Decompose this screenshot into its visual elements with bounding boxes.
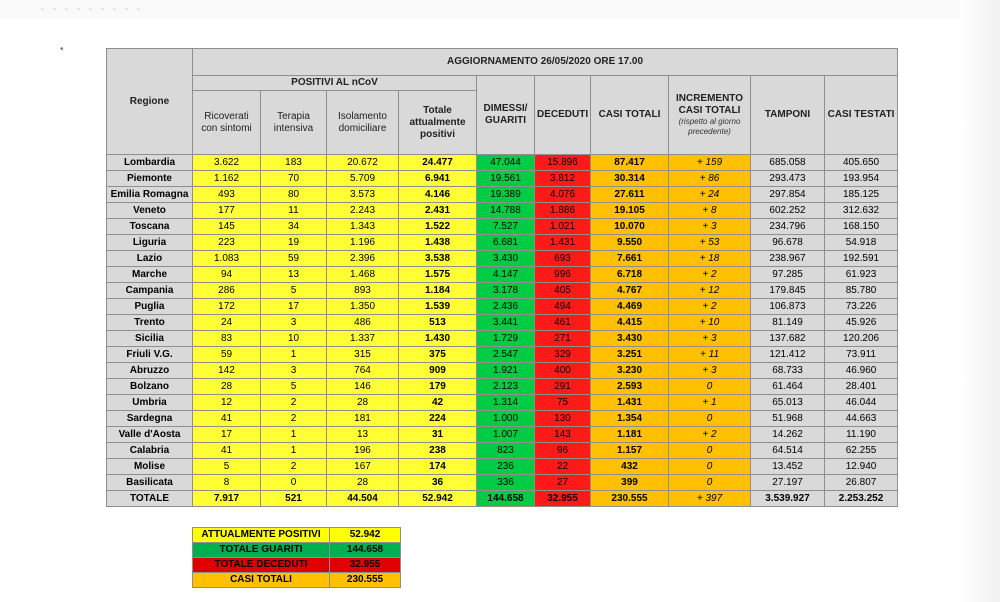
terapia-cell: 2 xyxy=(261,459,327,475)
region-name: Campania xyxy=(107,283,193,299)
region-name: Abruzzo xyxy=(107,363,193,379)
dimessi-cell: 1.000 xyxy=(477,411,535,427)
ricoverati-cell: 59 xyxy=(193,347,261,363)
table-row xyxy=(107,171,898,187)
incremento-cell: + 18 xyxy=(669,251,751,267)
region-name: Emilia Romagna xyxy=(107,187,193,203)
summary-row xyxy=(193,558,401,573)
casi-testati-cell: 168.150 xyxy=(825,219,898,235)
deceduti-cell: 27 xyxy=(535,475,591,491)
tamponi-cell: 602.252 xyxy=(751,203,825,219)
totale-positivi-header: Totale attualmente positivi xyxy=(399,91,477,155)
isolamento-cell: 1.350 xyxy=(327,299,399,315)
casi-testati-cell: 73.226 xyxy=(825,299,898,315)
incremento-cell: 0 xyxy=(669,443,751,459)
casi-totali-cell: 2.593 xyxy=(591,379,669,395)
dimessi-cell: 1.007 xyxy=(477,427,535,443)
terapia-cell: 2 xyxy=(261,411,327,427)
ricoverati-cell: 3.622 xyxy=(193,155,261,171)
deceduti-cell: 130 xyxy=(535,411,591,427)
region-name: Toscana xyxy=(107,219,193,235)
table-row xyxy=(107,411,898,427)
casi-totali-header: CASI TOTALI xyxy=(591,76,669,155)
ricoverati-cell: 41 xyxy=(193,411,261,427)
region-name: Sardegna xyxy=(107,411,193,427)
positivi-group-header: POSITIVI AL nCoV xyxy=(193,76,477,91)
incremento-cell: + 2 xyxy=(669,267,751,283)
summary-row xyxy=(193,573,401,588)
casi-testati-cell: 185.125 xyxy=(825,187,898,203)
region-name: Umbria xyxy=(107,395,193,411)
casi-testati-cell: 12.940 xyxy=(825,459,898,475)
summary-label: TOTALE DECEDUTI xyxy=(193,558,330,573)
totale-positivi-cell: 909 xyxy=(399,363,477,379)
casi-testati-cell: 54.918 xyxy=(825,235,898,251)
casi-testati-cell: 73.911 xyxy=(825,347,898,363)
ricoverati-cell: 17 xyxy=(193,427,261,443)
casi-totali-cell: 30.314 xyxy=(591,171,669,187)
table-body xyxy=(107,155,898,507)
isolamento-cell: 1.337 xyxy=(327,331,399,347)
dimessi-cell: 3.430 xyxy=(477,251,535,267)
tamponi-cell: 121.412 xyxy=(751,347,825,363)
casi-totali-cell: 230.555 xyxy=(591,491,669,507)
incremento-cell: 0 xyxy=(669,475,751,491)
deceduti-cell: 75 xyxy=(535,395,591,411)
totale-positivi-cell: 4.146 xyxy=(399,187,477,203)
table-row xyxy=(107,155,898,171)
casi-totali-cell: 1.354 xyxy=(591,411,669,427)
ricoverati-cell: 41 xyxy=(193,443,261,459)
dimessi-cell: 19.389 xyxy=(477,187,535,203)
ricoverati-cell: 7.917 xyxy=(193,491,261,507)
ricoverati-cell: 28 xyxy=(193,379,261,395)
dimessi-cell: 2.436 xyxy=(477,299,535,315)
ricoverati-cell: 8 xyxy=(193,475,261,491)
ricoverati-cell: 172 xyxy=(193,299,261,315)
tamponi-cell: 14.262 xyxy=(751,427,825,443)
casi-totali-cell: 1.431 xyxy=(591,395,669,411)
incremento-cell: + 8 xyxy=(669,203,751,219)
tamponi-cell: 13.452 xyxy=(751,459,825,475)
table-row xyxy=(107,299,898,315)
casi-totali-cell: 4.415 xyxy=(591,315,669,331)
terapia-cell: 1 xyxy=(261,427,327,443)
incremento-cell: + 12 xyxy=(669,283,751,299)
totale-positivi-cell: 375 xyxy=(399,347,477,363)
terapia-cell: 19 xyxy=(261,235,327,251)
isolamento-cell: 13 xyxy=(327,427,399,443)
deceduti-cell: 693 xyxy=(535,251,591,267)
casi-testati-cell: 193.954 xyxy=(825,171,898,187)
casi-testati-cell: 2.253.252 xyxy=(825,491,898,507)
casi-totali-cell: 3.230 xyxy=(591,363,669,379)
table-row xyxy=(107,379,898,395)
incremento-cell: 0 xyxy=(669,411,751,427)
table-row xyxy=(107,459,898,475)
dimessi-cell: 6.681 xyxy=(477,235,535,251)
casi-testati-cell: 61.923 xyxy=(825,267,898,283)
ricoverati-cell: 493 xyxy=(193,187,261,203)
totale-positivi-cell: 6.941 xyxy=(399,171,477,187)
incremento-cell: + 1 xyxy=(669,395,751,411)
tamponi-cell: 51.968 xyxy=(751,411,825,427)
casi-testati-cell: 120.206 xyxy=(825,331,898,347)
deceduti-cell: 996 xyxy=(535,267,591,283)
isolamento-cell: 28 xyxy=(327,475,399,491)
table-row xyxy=(107,395,898,411)
region-name: Molise xyxy=(107,459,193,475)
tamponi-cell: 293.473 xyxy=(751,171,825,187)
deceduti-cell: 32.955 xyxy=(535,491,591,507)
deceduti-cell: 400 xyxy=(535,363,591,379)
casi-totali-cell: 10.070 xyxy=(591,219,669,235)
deceduti-cell: 405 xyxy=(535,283,591,299)
casi-testati-cell: 11.190 xyxy=(825,427,898,443)
ricoverati-cell: 5 xyxy=(193,459,261,475)
isolamento-cell: 3.573 xyxy=(327,187,399,203)
region-name: Liguria xyxy=(107,235,193,251)
isolamento-cell: 1.196 xyxy=(327,235,399,251)
terapia-cell: 1 xyxy=(261,347,327,363)
tamponi-cell: 238.967 xyxy=(751,251,825,267)
incremento-cell: + 3 xyxy=(669,331,751,347)
deceduti-cell: 1.886 xyxy=(535,203,591,219)
deceduti-cell: 3.812 xyxy=(535,171,591,187)
totale-positivi-cell: 238 xyxy=(399,443,477,459)
casi-totali-cell: 3.430 xyxy=(591,331,669,347)
summary-table xyxy=(192,527,401,588)
region-name: Trento xyxy=(107,315,193,331)
incremento-cell: + 86 xyxy=(669,171,751,187)
terapia-cell: 34 xyxy=(261,219,327,235)
isolamento-cell: 1.343 xyxy=(327,219,399,235)
dimessi-cell: 1.921 xyxy=(477,363,535,379)
totale-positivi-cell: 179 xyxy=(399,379,477,395)
table-row xyxy=(107,347,898,363)
totale-positivi-cell: 174 xyxy=(399,459,477,475)
summary-value: 144.658 xyxy=(330,543,401,558)
table-row xyxy=(107,267,898,283)
isolamento-cell: 2.243 xyxy=(327,203,399,219)
totale-positivi-cell: 24.477 xyxy=(399,155,477,171)
tamponi-cell: 64.514 xyxy=(751,443,825,459)
casi-testati-cell: 46.044 xyxy=(825,395,898,411)
totale-positivi-cell: 224 xyxy=(399,411,477,427)
totale-positivi-cell: 2.431 xyxy=(399,203,477,219)
incremento-cell: + 53 xyxy=(669,235,751,251)
deceduti-cell: 461 xyxy=(535,315,591,331)
totale-positivi-cell: 1.438 xyxy=(399,235,477,251)
casi-testati-cell: 62.255 xyxy=(825,443,898,459)
incremento-cell: + 24 xyxy=(669,187,751,203)
totale-positivi-cell: 52.942 xyxy=(399,491,477,507)
dimessi-cell: 14.788 xyxy=(477,203,535,219)
dimessi-cell: 7.527 xyxy=(477,219,535,235)
casi-testati-cell: 85.780 xyxy=(825,283,898,299)
totale-positivi-cell: 31 xyxy=(399,427,477,443)
dimessi-cell: 336 xyxy=(477,475,535,491)
region-name: Lombardia xyxy=(107,155,193,171)
tamponi-cell: 27.197 xyxy=(751,475,825,491)
dimessi-cell: 47.044 xyxy=(477,155,535,171)
tamponi-cell: 61.464 xyxy=(751,379,825,395)
casi-totali-cell: 432 xyxy=(591,459,669,475)
tamponi-cell: 297.854 xyxy=(751,187,825,203)
region-name: Basilicata xyxy=(107,475,193,491)
table-row xyxy=(107,203,898,219)
update-banner: AGGIORNAMENTO 26/05/2020 ORE 17.00 xyxy=(193,49,898,76)
isolamento-cell: 893 xyxy=(327,283,399,299)
totale-positivi-cell: 1.430 xyxy=(399,331,477,347)
casi-testati-cell: 44.663 xyxy=(825,411,898,427)
region-name: Bolzano xyxy=(107,379,193,395)
tamponi-header: TAMPONI xyxy=(751,76,825,155)
incremento-header xyxy=(669,76,751,155)
region-name: Piemonte xyxy=(107,171,193,187)
ricoverati-cell: 24 xyxy=(193,315,261,331)
table-row xyxy=(107,427,898,443)
summary-row xyxy=(193,528,401,543)
summary-value: 52.942 xyxy=(330,528,401,543)
totale-positivi-cell: 1.575 xyxy=(399,267,477,283)
terapia-cell: 183 xyxy=(261,155,327,171)
terapia-cell: 10 xyxy=(261,331,327,347)
dimessi-cell: 4.147 xyxy=(477,267,535,283)
casi-totali-cell: 3.251 xyxy=(591,347,669,363)
dimessi-cell: 2.123 xyxy=(477,379,535,395)
casi-testati-cell: 405.650 xyxy=(825,155,898,171)
casi-testati-header: CASI TESTATI xyxy=(825,76,898,155)
isolamento-cell: 181 xyxy=(327,411,399,427)
isolamento-cell: 1.468 xyxy=(327,267,399,283)
ricoverati-cell: 142 xyxy=(193,363,261,379)
region-name: Puglia xyxy=(107,299,193,315)
isolamento-cell: 315 xyxy=(327,347,399,363)
tamponi-cell: 106.873 xyxy=(751,299,825,315)
region-name: Veneto xyxy=(107,203,193,219)
deceduti-cell: 291 xyxy=(535,379,591,395)
isolamento-cell: 44.504 xyxy=(327,491,399,507)
terapia-cell: 0 xyxy=(261,475,327,491)
ricoverati-header: Ricoverati con sintomi xyxy=(193,91,261,155)
deceduti-cell: 1.021 xyxy=(535,219,591,235)
deceduti-cell: 329 xyxy=(535,347,591,363)
terapia-cell: 17 xyxy=(261,299,327,315)
region-name: Lazio xyxy=(107,251,193,267)
ricoverati-cell: 177 xyxy=(193,203,261,219)
casi-totali-cell: 27.611 xyxy=(591,187,669,203)
table-row xyxy=(107,219,898,235)
ricoverati-cell: 94 xyxy=(193,267,261,283)
casi-totali-cell: 1.181 xyxy=(591,427,669,443)
isolamento-cell: 146 xyxy=(327,379,399,395)
casi-totali-cell: 9.550 xyxy=(591,235,669,251)
region-name: Friuli V.G. xyxy=(107,347,193,363)
incremento-title: INCREMENTO CASI TOTALI xyxy=(675,93,744,116)
totale-positivi-cell: 1.184 xyxy=(399,283,477,299)
terapia-cell: 13 xyxy=(261,267,327,283)
casi-totali-cell: 4.767 xyxy=(591,283,669,299)
tamponi-cell: 96.678 xyxy=(751,235,825,251)
table-row xyxy=(107,363,898,379)
deceduti-cell: 143 xyxy=(535,427,591,443)
incremento-cell: + 11 xyxy=(669,347,751,363)
tamponi-cell: 68.733 xyxy=(751,363,825,379)
terapia-cell: 1 xyxy=(261,443,327,459)
terapia-cell: 11 xyxy=(261,203,327,219)
table-row xyxy=(107,331,898,347)
terapia-cell: 521 xyxy=(261,491,327,507)
isolamento-cell: 196 xyxy=(327,443,399,459)
terapia-cell: 2 xyxy=(261,395,327,411)
total-row xyxy=(107,491,898,507)
dimessi-cell: 19.561 xyxy=(477,171,535,187)
terapia-cell: 5 xyxy=(261,379,327,395)
terapia-cell: 70 xyxy=(261,171,327,187)
incremento-cell: + 397 xyxy=(669,491,751,507)
tamponi-cell: 137.682 xyxy=(751,331,825,347)
casi-totali-cell: 399 xyxy=(591,475,669,491)
incremento-cell: + 10 xyxy=(669,315,751,331)
totale-positivi-cell: 513 xyxy=(399,315,477,331)
incremento-cell: + 159 xyxy=(669,155,751,171)
table-row xyxy=(107,235,898,251)
isolamento-cell: 20.672 xyxy=(327,155,399,171)
terapia-cell: 80 xyxy=(261,187,327,203)
deceduti-cell: 22 xyxy=(535,459,591,475)
table-row xyxy=(107,187,898,203)
incremento-cell: + 2 xyxy=(669,299,751,315)
dimessi-cell: 823 xyxy=(477,443,535,459)
deceduti-cell: 1.431 xyxy=(535,235,591,251)
isolamento-cell: 486 xyxy=(327,315,399,331)
isolamento-cell: 2.396 xyxy=(327,251,399,267)
summary-label: ATTUALMENTE POSITIVI xyxy=(193,528,330,543)
casi-testati-cell: 192.591 xyxy=(825,251,898,267)
table-row xyxy=(107,251,898,267)
isolamento-cell: 764 xyxy=(327,363,399,379)
casi-testati-cell: 312.632 xyxy=(825,203,898,219)
casi-testati-cell: 26.807 xyxy=(825,475,898,491)
dimessi-cell: 144.658 xyxy=(477,491,535,507)
region-name: TOTALE xyxy=(107,491,193,507)
ricoverati-cell: 145 xyxy=(193,219,261,235)
totale-positivi-cell: 1.539 xyxy=(399,299,477,315)
casi-totali-cell: 87.417 xyxy=(591,155,669,171)
terapia-cell: 3 xyxy=(261,363,327,379)
tamponi-cell: 65.013 xyxy=(751,395,825,411)
tamponi-cell: 234.796 xyxy=(751,219,825,235)
incremento-cell: 0 xyxy=(669,379,751,395)
region-column-header: Regione xyxy=(107,49,193,155)
totale-positivi-cell: 1.522 xyxy=(399,219,477,235)
dimessi-cell: 236 xyxy=(477,459,535,475)
top-strip xyxy=(0,0,1000,18)
region-name: Marche xyxy=(107,267,193,283)
table-row xyxy=(107,315,898,331)
casi-totali-cell: 6.718 xyxy=(591,267,669,283)
deceduti-cell: 15.896 xyxy=(535,155,591,171)
tamponi-cell: 3.539.927 xyxy=(751,491,825,507)
deceduti-cell: 4.076 xyxy=(535,187,591,203)
terapia-cell: 5 xyxy=(261,283,327,299)
terapia-cell: 59 xyxy=(261,251,327,267)
dimessi-cell: 3.441 xyxy=(477,315,535,331)
region-name: Calabria xyxy=(107,443,193,459)
deceduti-cell: 494 xyxy=(535,299,591,315)
table-row xyxy=(107,443,898,459)
region-name: Valle d'Aosta xyxy=(107,427,193,443)
dimessi-cell: 1.314 xyxy=(477,395,535,411)
casi-totali-cell: 4.469 xyxy=(591,299,669,315)
tamponi-cell: 81.149 xyxy=(751,315,825,331)
totale-positivi-cell: 3.538 xyxy=(399,251,477,267)
deceduti-cell: 96 xyxy=(535,443,591,459)
incremento-cell: + 3 xyxy=(669,363,751,379)
summary-row xyxy=(193,543,401,558)
totale-positivi-cell: 42 xyxy=(399,395,477,411)
page-edge-shadow xyxy=(960,0,1000,602)
dimessi-cell: 3.178 xyxy=(477,283,535,299)
tamponi-cell: 97.285 xyxy=(751,267,825,283)
totale-positivi-cell: 36 xyxy=(399,475,477,491)
deceduti-cell: 271 xyxy=(535,331,591,347)
isolamento-header: Isolamento domiciliare xyxy=(327,91,399,155)
isolamento-cell: 5.709 xyxy=(327,171,399,187)
ricoverati-cell: 286 xyxy=(193,283,261,299)
region-name: Sicilia xyxy=(107,331,193,347)
isolamento-cell: 167 xyxy=(327,459,399,475)
ricoverati-cell: 1.162 xyxy=(193,171,261,187)
incremento-cell: + 2 xyxy=(669,427,751,443)
dimessi-header: DIMESSI/ GUARITI xyxy=(477,76,535,155)
table-row xyxy=(107,283,898,299)
casi-testati-cell: 28.401 xyxy=(825,379,898,395)
tamponi-cell: 179.845 xyxy=(751,283,825,299)
summary-label: TOTALE GUARITI xyxy=(193,543,330,558)
isolamento-cell: 28 xyxy=(327,395,399,411)
incremento-note: (rispetto al giorno precedente) xyxy=(678,117,741,136)
summary-value: 32.955 xyxy=(330,558,401,573)
covid-regions-table xyxy=(106,48,898,507)
summary-label: CASI TOTALI xyxy=(193,573,330,588)
ricoverati-cell: 1.083 xyxy=(193,251,261,267)
casi-testati-cell: 46.960 xyxy=(825,363,898,379)
tamponi-cell: 685.058 xyxy=(751,155,825,171)
dimessi-cell: 1.729 xyxy=(477,331,535,347)
dimessi-cell: 2.547 xyxy=(477,347,535,363)
terapia-cell: 3 xyxy=(261,315,327,331)
casi-testati-cell: 45.926 xyxy=(825,315,898,331)
deceduti-header: DECEDUTI xyxy=(535,76,591,155)
casi-totali-cell: 19.105 xyxy=(591,203,669,219)
terapia-header: Terapia intensiva xyxy=(261,91,327,155)
cropped-header-text: . . . . . . . . . xyxy=(40,0,143,14)
ricoverati-cell: 83 xyxy=(193,331,261,347)
ricoverati-cell: 223 xyxy=(193,235,261,251)
incremento-cell: 0 xyxy=(669,459,751,475)
summary-value: 230.555 xyxy=(330,573,401,588)
casi-totali-cell: 1.157 xyxy=(591,443,669,459)
ricoverati-cell: 12 xyxy=(193,395,261,411)
casi-totali-cell: 7.661 xyxy=(591,251,669,267)
incremento-cell: + 3 xyxy=(669,219,751,235)
table-row xyxy=(107,475,898,491)
blue-mark: • xyxy=(60,44,64,55)
